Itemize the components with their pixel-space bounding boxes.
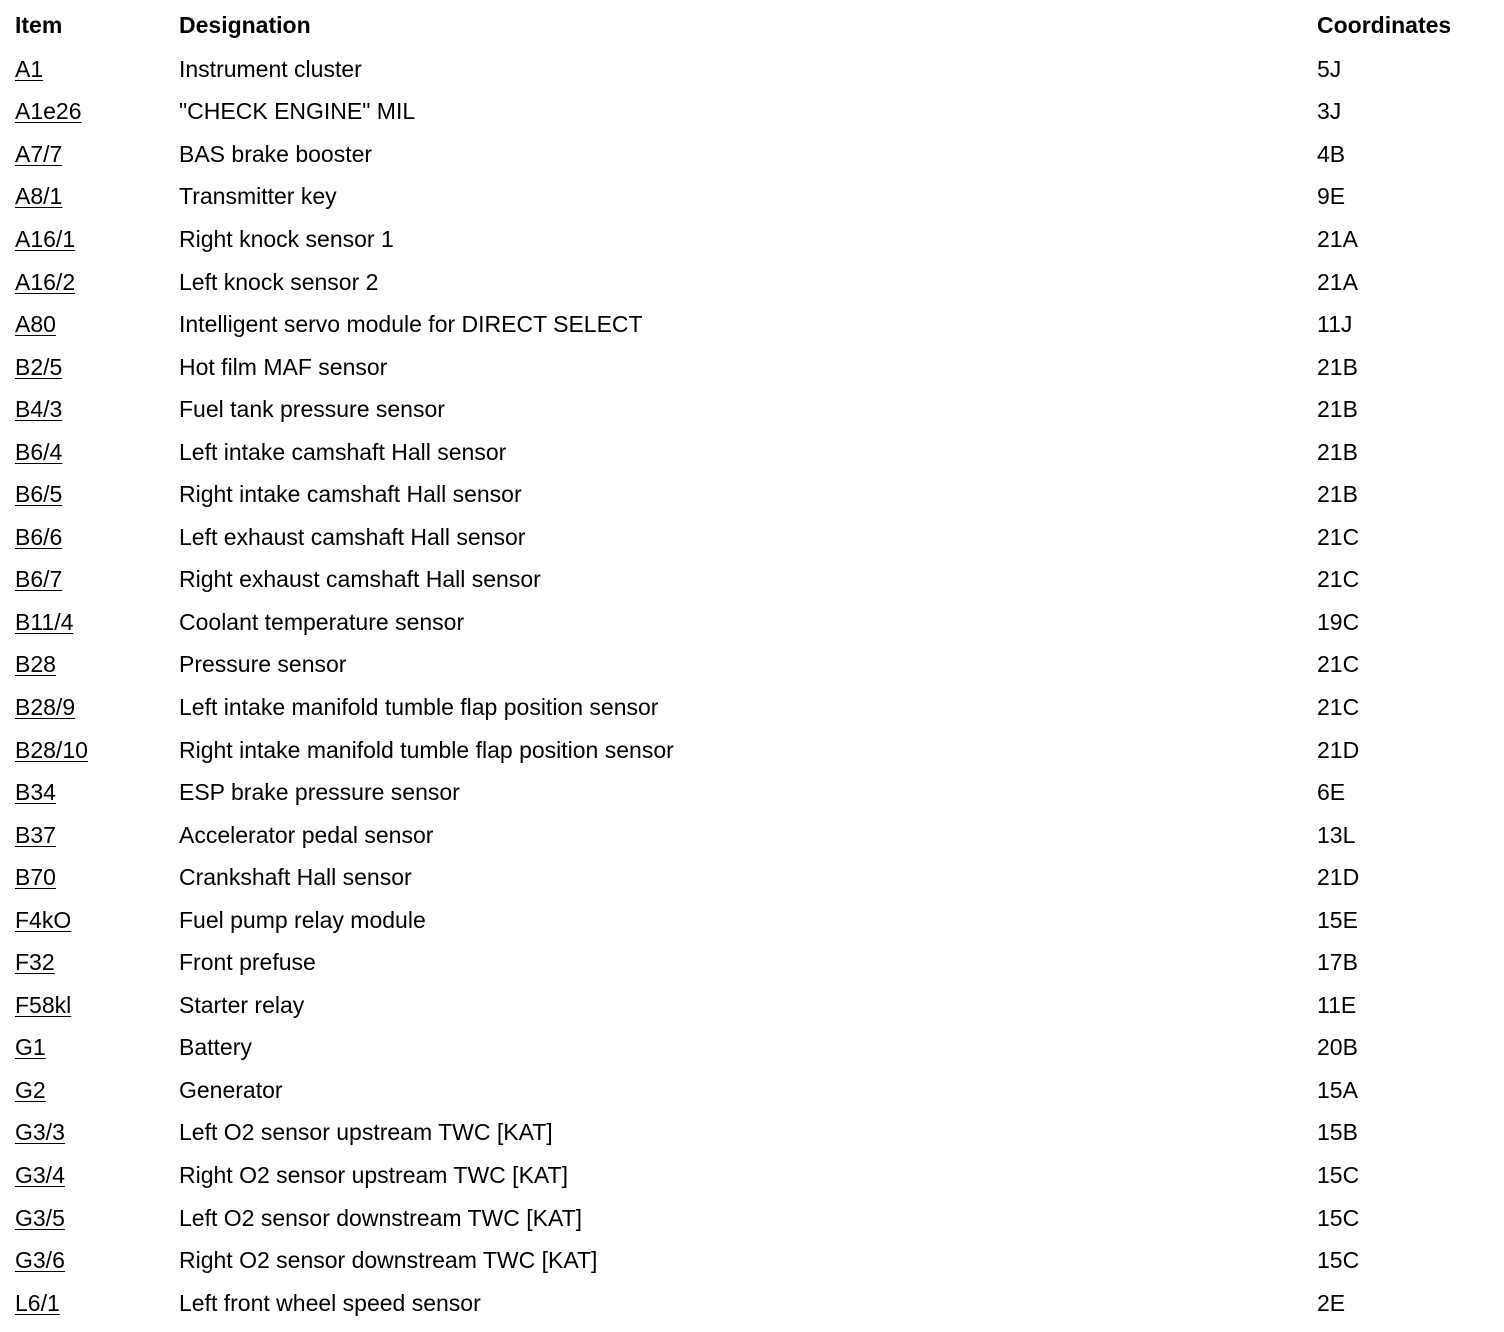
designation-cell: Generator	[179, 1076, 283, 1103]
coordinates-cell: 21C	[1317, 523, 1360, 550]
item-cell	[0, 1282, 179, 1325]
coordinates-cell: 21B	[1317, 396, 1358, 423]
item-cell	[0, 601, 179, 644]
table-row	[0, 559, 1504, 602]
designation-cell: Left exhaust camshaft Hall sensor	[179, 523, 526, 550]
table-row	[0, 984, 1504, 1027]
table-row	[0, 218, 1504, 261]
coordinates-cell: 15E	[1317, 906, 1358, 933]
table-row	[0, 91, 1504, 134]
item-link[interactable]: B6/5	[15, 481, 63, 508]
designation-cell: Right exhaust camshaft Hall sensor	[179, 566, 541, 593]
item-cell	[0, 431, 179, 474]
item-cell	[0, 218, 179, 261]
coordinates-cell: 15C	[1317, 1204, 1360, 1231]
item-cell	[0, 771, 179, 814]
item-link[interactable]: A8/1	[15, 183, 63, 210]
designation-cell: Pressure sensor	[179, 651, 347, 678]
item-link[interactable]: G3/5	[15, 1204, 65, 1231]
item-cell	[0, 176, 179, 219]
table-row	[0, 899, 1504, 942]
item-cell	[0, 133, 179, 176]
header-row	[0, 0, 1504, 48]
item-link[interactable]: B6/6	[15, 523, 63, 550]
item-cell	[0, 303, 179, 346]
table-row	[0, 1197, 1504, 1240]
designation-cell: Left knock sensor 2	[179, 268, 379, 295]
coordinates-cell: 4B	[1317, 140, 1346, 167]
designation-cell: Left intake camshaft Hall sensor	[179, 438, 507, 465]
designation-cell: Right intake manifold tumble flap position sensor	[179, 736, 674, 763]
designation-cell: Instrument cluster	[179, 55, 362, 82]
item-link[interactable]: B6/4	[15, 438, 63, 465]
item-link[interactable]: B2/5	[15, 353, 63, 380]
item-link[interactable]: B34	[15, 779, 56, 806]
designation-cell: "CHECK ENGINE" MIL	[179, 98, 416, 125]
designation-cell: Transmitter key	[179, 183, 337, 210]
item-cell	[0, 261, 179, 304]
item-cell	[0, 388, 179, 431]
coordinates-cell: 15C	[1317, 1161, 1360, 1188]
designation-cell: Left front wheel speed sensor	[179, 1289, 481, 1316]
item-cell	[0, 473, 179, 516]
item-cell	[0, 856, 179, 899]
item-link[interactable]: B28/9	[15, 693, 76, 720]
item-cell	[0, 48, 179, 91]
item-link[interactable]: G3/4	[15, 1161, 65, 1188]
table-row	[0, 1069, 1504, 1112]
table-row	[0, 601, 1504, 644]
table-row	[0, 346, 1504, 389]
coordinates-cell: 17B	[1317, 949, 1358, 976]
item-cell	[0, 644, 179, 687]
item-link[interactable]: A7/7	[15, 140, 63, 167]
table-row	[0, 814, 1504, 857]
item-cell	[0, 1027, 179, 1070]
item-cell	[0, 686, 179, 729]
item-link[interactable]: A80	[15, 311, 56, 338]
coordinates-cell: 13L	[1317, 821, 1356, 848]
header-coordinates: Coordinates	[1317, 12, 1452, 38]
item-link[interactable]: B11/4	[15, 608, 74, 635]
coordinates-cell: 5J	[1317, 55, 1342, 82]
coordinates-cell: 21D	[1317, 736, 1360, 763]
designation-cell: Intelligent servo module for DIRECT SELECT	[179, 311, 643, 338]
coordinates-cell: 21C	[1317, 566, 1360, 593]
designation-cell: Crankshaft Hall sensor	[179, 864, 412, 891]
item-cell	[0, 516, 179, 559]
designation-cell: Fuel tank pressure sensor	[179, 396, 445, 423]
item-link[interactable]: F58kl	[15, 991, 72, 1018]
table-row	[0, 1027, 1504, 1070]
header-item: Item	[15, 12, 63, 38]
item-link[interactable]: G3/6	[15, 1247, 65, 1274]
table-row	[0, 856, 1504, 899]
item-cell	[0, 941, 179, 984]
table-row	[0, 941, 1504, 984]
designation-cell: Fuel pump relay module	[179, 906, 426, 933]
item-cell	[0, 899, 179, 942]
item-cell	[0, 1069, 179, 1112]
item-cell	[0, 1154, 179, 1197]
designation-cell: BAS brake booster	[179, 140, 373, 167]
item-cell	[0, 346, 179, 389]
designation-cell: Coolant temperature sensor	[179, 608, 465, 635]
item-link[interactable]: F32	[15, 949, 55, 976]
designation-cell: Right O2 sensor upstream TWC [KAT]	[179, 1161, 568, 1188]
table-header	[0, 0, 1504, 48]
coordinates-cell: 11E	[1317, 991, 1357, 1018]
designation-cell: Hot film MAF sensor	[179, 353, 388, 380]
item-link[interactable]: G3/3	[15, 1119, 65, 1146]
coordinates-cell: 21A	[1317, 225, 1358, 252]
table-row	[0, 729, 1504, 772]
designation-cell: Right O2 sensor downstream TWC [KAT]	[179, 1247, 598, 1274]
item-cell	[0, 1197, 179, 1240]
designation-cell: Starter relay	[179, 991, 305, 1018]
table-row	[0, 133, 1504, 176]
item-cell	[0, 984, 179, 1027]
item-cell	[0, 729, 179, 772]
coordinates-cell: 15A	[1317, 1076, 1358, 1103]
designation-cell: Battery	[179, 1034, 252, 1061]
coordinates-cell: 21D	[1317, 864, 1360, 891]
item-link[interactable]: B28/10	[15, 736, 88, 763]
table-row	[0, 176, 1504, 219]
item-cell	[0, 1112, 179, 1155]
item-link[interactable]: B6/7	[15, 566, 63, 593]
table-row	[0, 473, 1504, 516]
coordinates-cell: 21A	[1317, 268, 1358, 295]
designation-cell: Left O2 sensor upstream TWC [KAT]	[179, 1119, 553, 1146]
coordinates-cell: 21C	[1317, 693, 1360, 720]
coordinates-cell: 15C	[1317, 1247, 1360, 1274]
item-cell	[0, 91, 179, 134]
item-link[interactable]: A16/1	[15, 225, 76, 252]
item-link[interactable]: G1	[15, 1034, 46, 1061]
table-row	[0, 48, 1504, 91]
item-link[interactable]: A16/2	[15, 268, 76, 295]
header-designation: Designation	[179, 12, 311, 38]
coordinates-cell: 3J	[1317, 98, 1342, 125]
item-cell	[0, 559, 179, 602]
item-link[interactable]: B37	[15, 821, 56, 848]
coordinates-cell: 15B	[1317, 1119, 1358, 1146]
table-row	[0, 1239, 1504, 1282]
item-link[interactable]: F4kO	[15, 906, 72, 933]
coordinates-cell: 9E	[1317, 183, 1346, 210]
item-cell	[0, 1239, 179, 1282]
item-link[interactable]: B70	[15, 864, 56, 891]
table-row	[0, 1154, 1504, 1197]
item-link[interactable]: G2	[15, 1076, 46, 1103]
table-body	[0, 48, 1504, 1324]
coordinates-cell: 2E	[1317, 1289, 1346, 1316]
table-row	[0, 516, 1504, 559]
designation-cell: Accelerator pedal sensor	[179, 821, 434, 848]
coordinates-cell: 6E	[1317, 779, 1346, 806]
designation-cell: Left O2 sensor downstream TWC [KAT]	[179, 1204, 583, 1231]
designation-cell: Right knock sensor 1	[179, 225, 394, 252]
coordinates-cell: 21B	[1317, 481, 1358, 508]
table-row	[0, 261, 1504, 304]
table-row	[0, 388, 1504, 431]
table-row	[0, 686, 1504, 729]
table-row	[0, 771, 1504, 814]
coordinates-cell: 21B	[1317, 353, 1358, 380]
coordinates-cell: 21C	[1317, 651, 1360, 678]
designation-cell: Front prefuse	[179, 949, 316, 976]
item-link[interactable]: A1	[15, 55, 44, 82]
item-cell	[0, 814, 179, 857]
coordinates-cell: 20B	[1317, 1034, 1358, 1061]
table-row	[0, 1282, 1504, 1325]
table-row	[0, 431, 1504, 474]
coordinates-cell: 19C	[1317, 608, 1360, 635]
designation-cell: ESP brake pressure sensor	[179, 779, 460, 806]
coordinates-cell: 11J	[1317, 311, 1353, 338]
table-row	[0, 303, 1504, 346]
table-row	[0, 1112, 1504, 1155]
coordinates-cell: 21B	[1317, 438, 1358, 465]
designation-cell: Left intake manifold tumble flap position sensor	[179, 693, 659, 720]
designation-cell: Right intake camshaft Hall sensor	[179, 481, 522, 508]
item-link[interactable]: L6/1	[15, 1289, 60, 1316]
item-link[interactable]: B28	[15, 651, 56, 678]
item-link[interactable]: B4/3	[15, 396, 63, 423]
table-row	[0, 644, 1504, 687]
item-link[interactable]: A1e26	[15, 98, 82, 125]
